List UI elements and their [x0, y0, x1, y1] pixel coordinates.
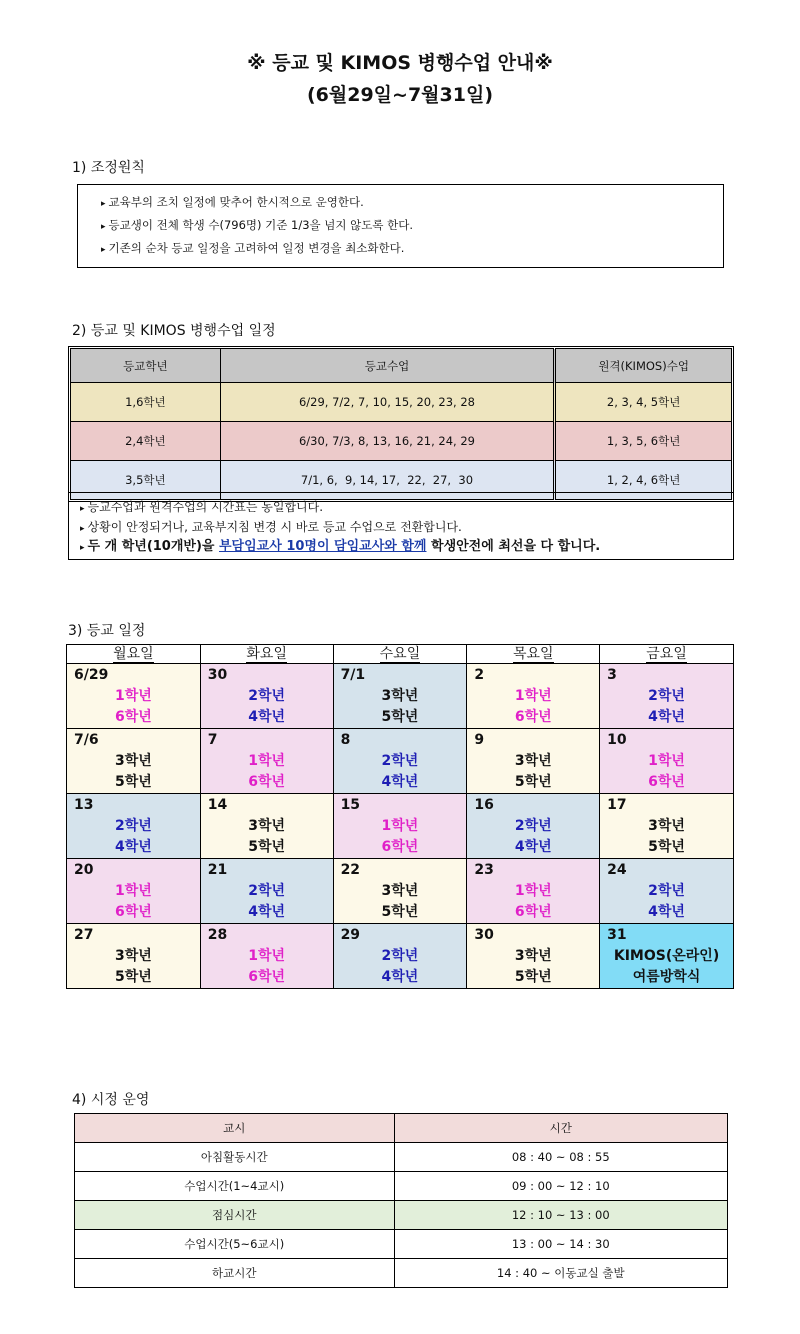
schedule-notes-box [68, 492, 734, 560]
calendar-week-row [67, 924, 734, 989]
timetable-row [75, 1259, 728, 1288]
calendar-date: 13 [74, 797, 94, 813]
section3-heading: 3) 등교 일정 [68, 623, 146, 639]
calendar-date: 9 [474, 732, 485, 748]
calendar-grade: 4학년 [248, 709, 286, 725]
calendar-grade: 6학년 [514, 904, 552, 920]
timetable-cell-time: 08 : 40 ~ 08 : 55 [394, 1143, 727, 1172]
calendar-date: 30 [207, 667, 228, 683]
calendar-day-cell [333, 664, 467, 729]
calendar-date: 10 [607, 732, 627, 748]
calendar-grade: 1학년 [514, 688, 552, 704]
schedule-cell-online: 1, 3, 5, 6학년 [555, 422, 732, 461]
calendar-grade: 4학년 [648, 904, 685, 920]
calendar-day-cell [600, 794, 734, 859]
calendar-grade: 1학년 [648, 753, 685, 769]
calendar-grade: 3학년 [514, 948, 552, 964]
calendar-date: 27 [74, 927, 94, 943]
calendar-day-cell [600, 859, 734, 924]
calendar-date: 2 [474, 667, 485, 683]
timetable-row [75, 1172, 728, 1201]
calendar-grade: 6학년 [514, 709, 552, 725]
calendar-grade: 5학년 [381, 709, 419, 725]
calendar-date: 30 [474, 927, 494, 943]
schedule-col-header: 등교학년 [71, 349, 221, 383]
calendar-grade: 6학년 [248, 774, 286, 790]
weekday-header: 수요일 [333, 645, 467, 664]
calendar-day-cell [333, 729, 467, 794]
schedule-cell-offline: 7/1, 6, 9, 14, 17, 22, 27, 30 [220, 461, 555, 500]
calendar-date: 31 [607, 927, 627, 943]
section2-heading: 2) 등교 및 KIMOS 병행수업 일정 [72, 323, 276, 339]
timetable [74, 1113, 728, 1288]
timetable-header-row [75, 1114, 728, 1143]
calendar-grade: 1학년 [514, 883, 552, 899]
calendar-week-row [67, 794, 734, 859]
calendar-date: 14 [207, 797, 228, 813]
calendar-day-cell [467, 859, 600, 924]
calendar-grade: 2학년 [514, 818, 552, 834]
principles-box [77, 184, 724, 268]
calendar-date: 6/29 [74, 667, 109, 683]
calendar-grade: 3학년 [648, 818, 685, 834]
schedule-note: ▸ 등교수업과 원격수업의 시간표는 동일합니다. [80, 498, 733, 518]
timetable-cell-time: 12 : 10 ~ 13 : 00 [394, 1201, 727, 1230]
calendar-grade: 4학년 [514, 839, 552, 855]
calendar-grade: 1학년 [381, 818, 419, 834]
calendar-date: 3 [607, 667, 617, 683]
principle-item: ▸ 기존의 순차 등교 일정을 고려하여 일정 변경을 최소화한다. [101, 238, 723, 261]
calendar-grade: 2학년 [648, 688, 685, 704]
calendar-grade: 4학년 [381, 774, 419, 790]
calendar-grade: 1학년 [115, 688, 152, 704]
timetable-cell-time: 09 : 00 ~ 12 : 10 [394, 1172, 727, 1201]
calendar-grade: 6학년 [381, 839, 419, 855]
calendar-date: 8 [340, 732, 351, 748]
calendar-grade: 6학년 [115, 709, 152, 725]
calendar-day-cell [467, 794, 600, 859]
weekday-header: 금요일 [600, 645, 734, 664]
calendar [66, 644, 734, 989]
schedule-note: ▸ 상황이 안정되거나, 교육부지침 변경 시 바로 등교 수업으로 전환합니다. [80, 518, 733, 538]
calendar-grade: 5학년 [115, 774, 152, 790]
calendar-day-cell [333, 859, 467, 924]
calendar-grade: 6학년 [115, 904, 152, 920]
calendar-week-row [67, 859, 734, 924]
calendar-day-cell [200, 859, 333, 924]
calendar-day-cell [333, 794, 467, 859]
calendar-day-cell [200, 794, 333, 859]
calendar-grade: KIMOS(온라인) [613, 948, 720, 964]
schedule-cell-online: 2, 3, 4, 5학년 [555, 383, 732, 422]
calendar-grade: 2학년 [115, 818, 152, 834]
schedule-cell-online: 1, 2, 4, 6학년 [555, 461, 732, 500]
calendar-date: 7 [207, 732, 218, 748]
calendar-day-cell [333, 924, 467, 989]
schedule-table-wrap [68, 346, 734, 502]
calendar-date: 7/1 [340, 667, 366, 683]
calendar-grade: 6학년 [248, 969, 286, 985]
calendar-week-row [67, 729, 734, 794]
calendar-day-cell [200, 664, 333, 729]
calendar-day-cell [467, 729, 600, 794]
timetable-row [75, 1143, 728, 1172]
calendar-day-cell [67, 664, 201, 729]
calendar-day-cell [200, 729, 333, 794]
calendar-grade: 5학년 [381, 904, 419, 920]
calendar-date: 22 [340, 862, 361, 878]
calendar-date: 20 [74, 862, 94, 878]
page-subtitle: (6월29일~7월31일) [306, 84, 494, 106]
weekday-header: 목요일 [467, 645, 600, 664]
calendar-date: 7/6 [74, 732, 99, 748]
schedule-cell-offline: 6/29, 7/2, 7, 10, 15, 20, 23, 28 [220, 383, 555, 422]
timetable-cell-period: 점심시간 [75, 1201, 395, 1230]
calendar-grade: 1학년 [115, 883, 152, 899]
calendar-grade: 4학년 [115, 839, 152, 855]
schedule-note: ▸ 두 개 학년(10개반)을 부담임교사 10명이 담임교사와 함께 학생안전에 최선을 다 합니다. [80, 538, 733, 557]
calendar-day-cell [67, 924, 201, 989]
schedule-table [70, 348, 732, 500]
principle-item: ▸ 교육부의 조치 일정에 맞추어 한시적으로 운영한다. [101, 192, 723, 215]
schedule-cell-grades: 3,5학년 [71, 461, 221, 500]
calendar-header-row [67, 645, 734, 664]
timetable-cell-period: 하교시간 [75, 1259, 395, 1288]
calendar-grade: 3학년 [381, 688, 419, 704]
calendar-day-cell [600, 924, 734, 989]
schedule-col-header: 등교수업 [220, 349, 555, 383]
calendar-grade: 6학년 [648, 774, 685, 790]
calendar-day-cell [67, 729, 201, 794]
section4-heading: 4) 시정 운영 [72, 1092, 150, 1108]
calendar-date: 23 [474, 862, 494, 878]
calendar-grade: 여름방학식 [632, 969, 701, 985]
schedule-row [71, 383, 732, 422]
schedule-cell-grades: 2,4학년 [71, 422, 221, 461]
calendar-day-cell [467, 924, 600, 989]
calendar-grade: 2학년 [381, 948, 419, 964]
calendar-date: 15 [340, 797, 361, 813]
principle-item: ▸ 등교생이 전체 학생 수(796명) 기준 1/3을 넘지 않도록 한다. [101, 215, 723, 238]
calendar-grade: 4학년 [381, 969, 419, 985]
calendar-grade: 5학년 [648, 839, 685, 855]
page-title: ※ 등교 및 KIMOS 병행수업 안내※ [247, 52, 553, 74]
calendar-day-cell [67, 859, 201, 924]
calendar-grade: 2학년 [381, 753, 419, 769]
calendar-grade: 4학년 [648, 709, 685, 725]
schedule-cell-grades: 1,6학년 [71, 383, 221, 422]
calendar-grade: 3학년 [514, 753, 552, 769]
timetable-row [75, 1230, 728, 1259]
calendar-grade: 1학년 [248, 948, 286, 964]
calendar-grade: 5학년 [248, 839, 286, 855]
timetable-cell-period: 수업시간(5~6교시) [75, 1230, 395, 1259]
calendar-day-cell [67, 794, 201, 859]
section1-heading: 1) 조정원칙 [72, 160, 145, 176]
highlight-text: 부담임교사 10명이 담임교사와 함께 [219, 539, 427, 554]
weekday-header: 화요일 [200, 645, 333, 664]
timetable-cell-period: 수업시간(1~4교시) [75, 1172, 395, 1201]
calendar-date: 28 [207, 927, 228, 943]
calendar-grade: 3학년 [248, 818, 286, 834]
timetable-col-header: 시간 [394, 1114, 727, 1143]
schedule-cell-offline: 6/30, 7/3, 8, 13, 16, 21, 24, 29 [220, 422, 555, 461]
calendar-day-cell [600, 664, 734, 729]
calendar-grade: 2학년 [248, 688, 286, 704]
calendar-grade: 5학년 [514, 774, 552, 790]
calendar-date: 24 [607, 862, 627, 878]
calendar-grade: 3학년 [115, 753, 152, 769]
calendar-date: 17 [607, 797, 627, 813]
weekday-header: 월요일 [67, 645, 201, 664]
calendar-grade: 4학년 [248, 904, 286, 920]
calendar-grade: 3학년 [115, 948, 152, 964]
timetable-cell-period: 아침활동시간 [75, 1143, 395, 1172]
calendar-day-cell [200, 924, 333, 989]
calendar-date: 29 [340, 927, 361, 943]
calendar-week-row [67, 664, 734, 729]
calendar-grade: 1학년 [248, 753, 286, 769]
calendar-grade: 2학년 [248, 883, 286, 899]
timetable-col-header: 교시 [75, 1114, 395, 1143]
calendar-grade: 2학년 [648, 883, 685, 899]
timetable-cell-time: 14 : 40 ~ 이동교실 출발 [394, 1259, 727, 1288]
timetable-cell-time: 13 : 00 ~ 14 : 30 [394, 1230, 727, 1259]
schedule-header-row [71, 349, 732, 383]
calendar-grade: 5학년 [115, 969, 152, 985]
calendar-date: 16 [474, 797, 494, 813]
calendar-grade: 3학년 [381, 883, 419, 899]
calendar-grade: 5학년 [514, 969, 552, 985]
timetable-row [75, 1201, 728, 1230]
calendar-date: 21 [207, 862, 228, 878]
schedule-row [71, 422, 732, 461]
calendar-day-cell [467, 664, 600, 729]
schedule-col-header: 원격(KIMOS)수업 [555, 349, 732, 383]
calendar-day-cell [600, 729, 734, 794]
